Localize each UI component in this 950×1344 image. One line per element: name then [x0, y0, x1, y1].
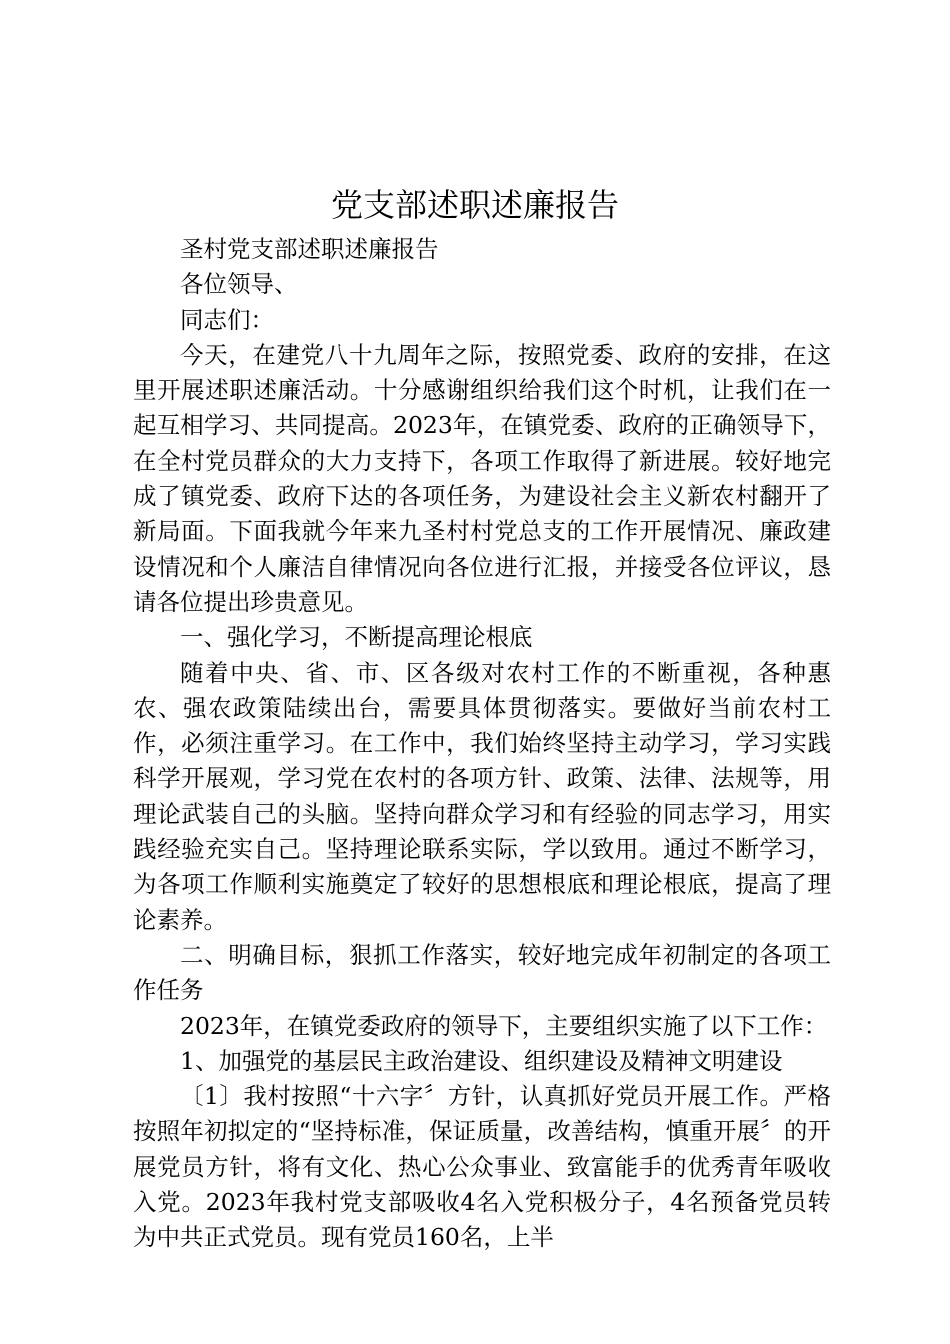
subsection-heading-1: 1、加强党的基层民主政治建设、组织建设及精神文明建设	[180, 1046, 783, 1075]
section-heading-2: 二、明确目标，狠抓工作落实，较好地完成年初制定的各项工作任务	[133, 940, 831, 1005]
section-heading-1: 一、强化学习，不断提高理论根底	[180, 623, 533, 652]
paragraph-salutation-2: 同志们：	[180, 305, 274, 334]
paragraph-section-2: 2023年，在镇党委政府的领导下，主要组织实施了以下工作：	[180, 1011, 828, 1040]
paragraph-salutation-1: 各位领导、	[180, 270, 298, 299]
paragraph-subtitle: 圣村党支部述职述廉报告	[180, 235, 439, 263]
document-body	[133, 232, 831, 1256]
document-title: 党支部述职述廉报告	[330, 186, 619, 224]
paragraph-intro: 今天，在建党八十九周年之际，按照党委、政府的安排，在这里开展述职述廉活动。十分感谢组织给我们这个时机，让我们在一起互相学习、共同提高。2023年，在镇党委、政府的正确领导下，在全村党员群众的大力支持下，各项工作取得了新进展。较好地完成了镇党委、政府下达的各项任务，为建设社会主义新农村翻开了新局面。下面我就今年来九圣村村党总支的工作开展情况、廉政建设情况和个人廉洁自律情况向各位进行汇报，并接受各位评议，恳请各位提出珍贵意见。	[133, 340, 831, 616]
paragraph-subsection-1: 〔1〕我村按照“十六字〞方针，认真抓好党员开展工作。严格按照年初拟定的“坚持标准，保证质量，改善结构，慎重开展〞的开展党员方针，将有文化、热心公众事业、致富能手的优秀青年吸收入党。2023年我村党支部吸收4名入党积极分子，4名预备党员转为中共正式党员。现有党员160名，上半	[133, 1082, 831, 1252]
paragraph-section-1: 随着中央、省、市、区各级对农村工作的不断重视，各种惠农、强农政策陆续出台，需要具体贯彻落实。要做好当前农村工作，必须注重学习。在工作中，我们始终坚持主动学习，学习实践科学开展观，学习党在农村的各项方针、政策、法律、法规等，用理论武装自己的头脑。坚持向群众学习和有经验的同志学习，用实践经验充实自己。坚持理论联系实际，学以致用。通过不断学习，为各项工作顺利实施奠定了较好的思想根底和理论根底，提高了理论素养。	[133, 658, 831, 934]
